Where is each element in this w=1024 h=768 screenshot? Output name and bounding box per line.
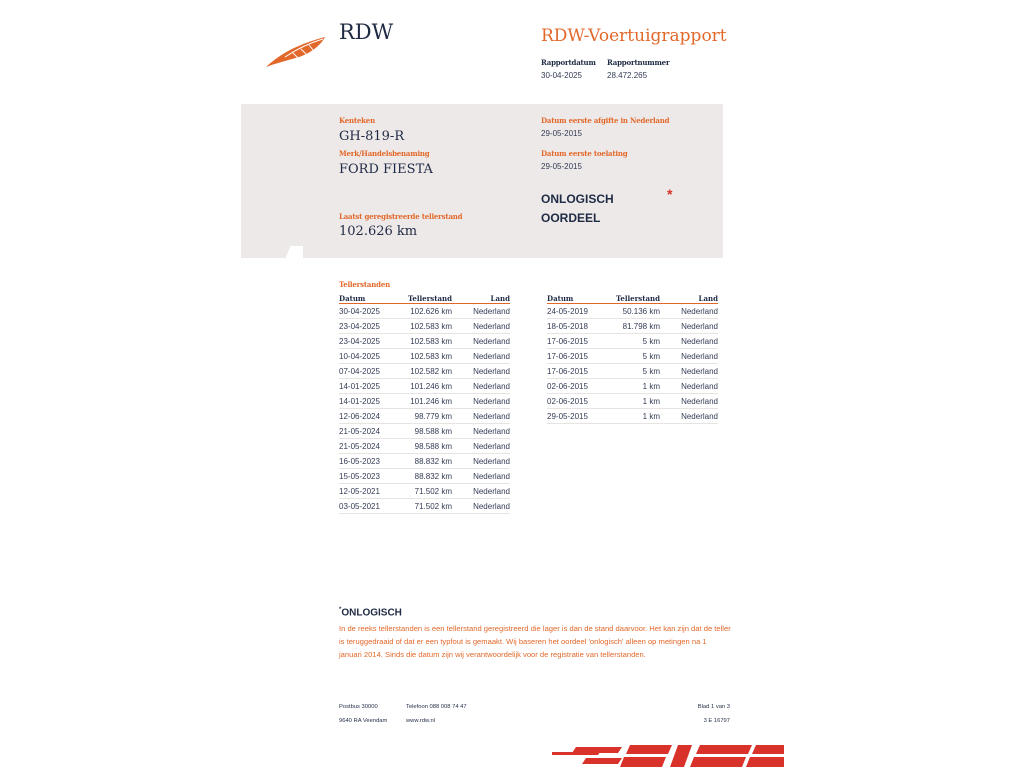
cell-land: Nederland bbox=[452, 319, 510, 334]
cell-land: Nederland bbox=[452, 409, 510, 424]
cell-land: Nederland bbox=[660, 319, 718, 334]
cell-date: 07-04-2025 bbox=[339, 364, 399, 379]
table-row bbox=[547, 409, 718, 424]
cell-land: Nederland bbox=[660, 304, 718, 319]
col-header-date: Datum bbox=[339, 292, 399, 304]
cell-km: 71.502 km bbox=[399, 499, 452, 514]
cell-km: 101.246 km bbox=[399, 379, 452, 394]
brand-name: RDW bbox=[339, 20, 394, 44]
table-header-row bbox=[339, 292, 510, 304]
footer-city: 9640 RA Veendam bbox=[339, 718, 388, 724]
footnote-heading bbox=[339, 607, 402, 618]
cell-date: 17-06-2015 bbox=[547, 349, 607, 364]
table-row bbox=[339, 349, 510, 364]
cell-km: 102.626 km bbox=[399, 304, 452, 319]
cell-land: Nederland bbox=[452, 469, 510, 484]
verdict-text: ONLOGISCH OORDEEL bbox=[541, 192, 614, 225]
cell-land: Nederland bbox=[452, 499, 510, 514]
col-header-land: Land bbox=[660, 292, 718, 304]
cell-land: Nederland bbox=[452, 439, 510, 454]
cell-date: 23-04-2025 bbox=[339, 319, 399, 334]
cell-date: 12-06-2024 bbox=[339, 409, 399, 424]
table-row bbox=[339, 454, 510, 469]
table-row bbox=[339, 469, 510, 484]
cell-date: 10-04-2025 bbox=[339, 349, 399, 364]
cell-land: Nederland bbox=[660, 379, 718, 394]
cell-land: Nederland bbox=[452, 394, 510, 409]
cell-km: 101.246 km bbox=[399, 394, 452, 409]
cell-land: Nederland bbox=[452, 334, 510, 349]
readings-title: Tellerstanden bbox=[339, 280, 390, 289]
cell-land: Nederland bbox=[660, 364, 718, 379]
cell-date: 24-05-2019 bbox=[547, 304, 607, 319]
cell-km: 102.583 km bbox=[399, 319, 452, 334]
table-row bbox=[547, 349, 718, 364]
footer-document-code: 3 E 16797 bbox=[703, 718, 730, 724]
cell-date: 18-05-2018 bbox=[547, 319, 607, 334]
cell-date: 15-05-2023 bbox=[339, 469, 399, 484]
cell-land: Nederland bbox=[660, 349, 718, 364]
plate-value: GH-819-R bbox=[339, 129, 405, 144]
footer-phone: Telefoon 088 008 74 47 bbox=[406, 704, 467, 710]
odometer-label: Laatst geregistreerde tellerstand bbox=[339, 212, 463, 221]
rdw-feather-logo-icon bbox=[265, 33, 331, 69]
cell-km: 1 km bbox=[607, 379, 660, 394]
cell-km: 98.588 km bbox=[399, 424, 452, 439]
cell-km: 5 km bbox=[607, 334, 660, 349]
table-row bbox=[339, 364, 510, 379]
cell-land: Nederland bbox=[452, 424, 510, 439]
cell-date: 17-06-2015 bbox=[547, 364, 607, 379]
cell-land: Nederland bbox=[452, 364, 510, 379]
first-admission-label: Datum eerste toelating bbox=[541, 149, 628, 158]
cell-land: Nederland bbox=[660, 409, 718, 424]
table-row bbox=[547, 364, 718, 379]
table-row bbox=[339, 409, 510, 424]
table-row bbox=[547, 334, 718, 349]
readings-table-right bbox=[547, 292, 718, 424]
footer-website-link[interactable]: www.rdw.nl bbox=[406, 718, 435, 724]
cell-km: 102.583 km bbox=[399, 349, 452, 364]
cell-km: 88.832 km bbox=[399, 454, 452, 469]
vehicle-info-panel bbox=[241, 104, 723, 258]
cell-date: 17-06-2015 bbox=[547, 334, 607, 349]
cell-km: 5 km bbox=[607, 364, 660, 379]
table-row bbox=[339, 304, 510, 319]
cell-date: 02-06-2015 bbox=[547, 379, 607, 394]
cell-km: 1 km bbox=[607, 409, 660, 424]
table-row bbox=[339, 499, 510, 514]
table-row bbox=[339, 334, 510, 349]
table-row bbox=[339, 424, 510, 439]
table-row bbox=[339, 484, 510, 499]
cell-land: Nederland bbox=[660, 394, 718, 409]
report-number-label: Rapportnummer bbox=[607, 58, 670, 67]
report-date-label: Rapportdatum bbox=[541, 58, 596, 67]
cell-km: 102.582 km bbox=[399, 364, 452, 379]
verdict-asterisk: * bbox=[667, 186, 673, 202]
make-label: Merk/Handelsbenaming bbox=[339, 149, 430, 158]
footnote-marker: * bbox=[339, 607, 342, 613]
cell-date: 30-04-2025 bbox=[339, 304, 399, 319]
cell-land: Nederland bbox=[452, 484, 510, 499]
table-header-row bbox=[547, 292, 718, 304]
cell-land: Nederland bbox=[660, 334, 718, 349]
cell-date: 02-06-2015 bbox=[547, 394, 607, 409]
cell-date: 03-05-2021 bbox=[339, 499, 399, 514]
cell-km: 102.583 km bbox=[399, 334, 452, 349]
col-header-land: Land bbox=[452, 292, 510, 304]
cell-km: 98.779 km bbox=[399, 409, 452, 424]
cell-date: 21-05-2024 bbox=[339, 439, 399, 454]
cell-date: 16-05-2023 bbox=[339, 454, 399, 469]
cell-km: 81.798 km bbox=[607, 319, 660, 334]
footer-postbus: Postbus 30000 bbox=[339, 704, 378, 710]
footer-page-number: Blad 1 van 3 bbox=[697, 704, 730, 710]
report-date-value: 30-04-2025 bbox=[541, 71, 582, 80]
table-row bbox=[547, 394, 718, 409]
report-number-value: 28.472.265 bbox=[607, 71, 648, 80]
cell-km: 50.136 km bbox=[607, 304, 660, 319]
col-header-km: Tellerstand bbox=[399, 292, 452, 304]
cell-date: 12-05-2021 bbox=[339, 484, 399, 499]
rdw-stripes-icon bbox=[552, 744, 784, 768]
readings-table-left bbox=[339, 292, 510, 514]
report-title: RDW-Voertuigrapport bbox=[541, 26, 727, 46]
cell-km: 98.588 km bbox=[399, 439, 452, 454]
cell-km: 1 km bbox=[607, 394, 660, 409]
table-row bbox=[547, 304, 718, 319]
table-row bbox=[339, 394, 510, 409]
cell-km: 88.832 km bbox=[399, 469, 452, 484]
first-registration-nl-label: Datum eerste afgifte in Nederland bbox=[541, 116, 670, 125]
cell-date: 14-01-2025 bbox=[339, 379, 399, 394]
first-admission-value: 29-05-2015 bbox=[541, 162, 582, 171]
table-row bbox=[339, 439, 510, 454]
cell-date: 14-01-2025 bbox=[339, 394, 399, 409]
table-row bbox=[339, 319, 510, 334]
cell-date: 21-05-2024 bbox=[339, 424, 399, 439]
col-header-km: Tellerstand bbox=[607, 292, 660, 304]
odometer-value: 102.626 km bbox=[339, 224, 418, 239]
make-value: FORD FIESTA bbox=[339, 162, 433, 177]
cell-land: Nederland bbox=[452, 304, 510, 319]
cell-land: Nederland bbox=[452, 379, 510, 394]
table-row bbox=[547, 319, 718, 334]
col-header-date: Datum bbox=[547, 292, 607, 304]
cell-km: 5 km bbox=[607, 349, 660, 364]
table-row bbox=[547, 379, 718, 394]
cell-km: 71.502 km bbox=[399, 484, 452, 499]
cell-land: Nederland bbox=[452, 454, 510, 469]
plate-label: Kenteken bbox=[339, 116, 375, 125]
footnote-heading-text: ONLOGISCH bbox=[341, 607, 402, 619]
cell-land: Nederland bbox=[452, 349, 510, 364]
footnote-text: In de reeks tellerstanden is een tellerstand geregistreerd die lager is dan de stand daarvoor. Het kan zijn dat de teller is teruggedraaid of dat er een typfout is gemaakt. Wij baseren het oordeel 'onlogisch' alleen op metingen na 1 januari 2014. Sinds die datum zijn wij verantwoordelijk voor de registratie van tellerstanden. bbox=[339, 624, 731, 659]
cell-date: 23-04-2025 bbox=[339, 334, 399, 349]
table-row bbox=[339, 379, 510, 394]
cell-date: 29-05-2015 bbox=[547, 409, 607, 424]
first-registration-nl-value: 29-05-2015 bbox=[541, 129, 582, 138]
